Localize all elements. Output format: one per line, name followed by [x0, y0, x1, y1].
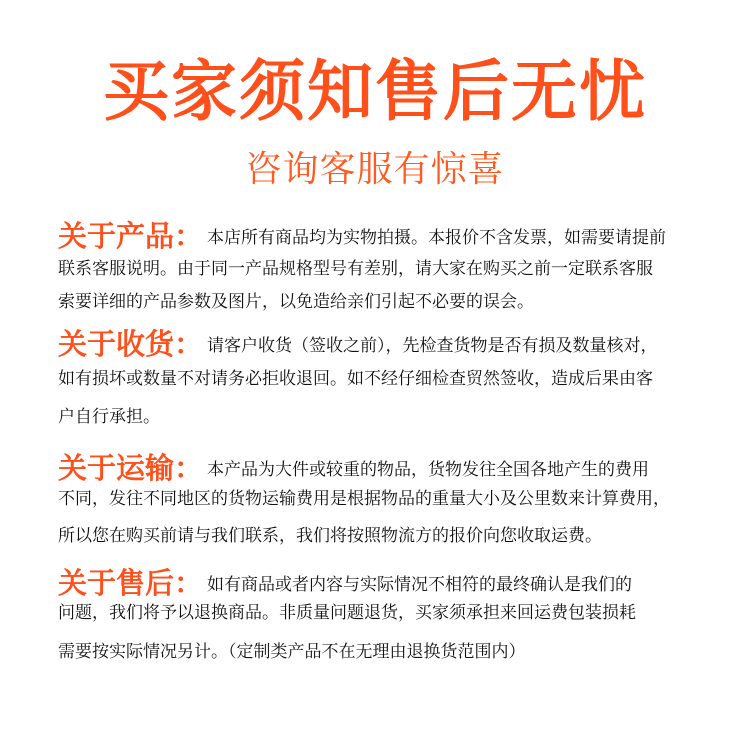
page-title: 买家须知售后无忧 [103, 53, 647, 130]
section-first-line [58, 561, 632, 602]
section-first-line [58, 214, 666, 255]
section-text-line: 请客户收货（签收之前），先检查货物是否有损及数量核对， [207, 336, 658, 356]
section-text-line: 联系客服说明。由于同一产品规格型号有差别，请大家在购买之前一定联系客服 [58, 259, 653, 279]
section-text-line: 如有损坏或数量不对请务必拒收退回。如不经仔细检查贸然签收，造成后果由客 [58, 369, 653, 389]
section-heading: 关于产品： [58, 219, 204, 253]
section-text-line: 户自行承担。 [58, 407, 160, 427]
section-heading: 关于收货： [58, 327, 204, 361]
section-text-line: 不同，发往不同地区的货物运输费用是根据物品的重量大小及公里数来计算费用， [58, 489, 670, 509]
section-text-line: 所以您在购买前请与我们联系，我们将按照物流方的报价向您收取运费。 [58, 526, 602, 546]
section-text-line: 索要详细的产品参数及图片，以免造给亲们引起不必要的误会。 [58, 292, 534, 312]
section-first-line [58, 446, 649, 487]
section-text-line: 如有商品或者内容与实际情况不相符的最终确认是我们的 [207, 575, 633, 595]
section-first-line [58, 322, 658, 363]
section-heading: 关于售后： [58, 566, 204, 600]
section-heading: 关于运输： [58, 451, 204, 485]
section-text-line: 问题，我们将予以退换商品。非质量问题退货，买家须承担来回运费包装损耗 [58, 603, 636, 623]
page-subtitle: 咨询客服有惊喜 [245, 149, 505, 190]
section-text-line: 需要按实际情况另计。（定制类产品不在无理由退换货范围内） [58, 642, 526, 662]
section-text-line: 本产品为大件或较重的物品，货物发往全国各地产生的费用 [207, 460, 650, 480]
section-text-line: 本店所有商品均为实物拍摄。本报价不含发票，如需要请提前 [207, 228, 667, 248]
